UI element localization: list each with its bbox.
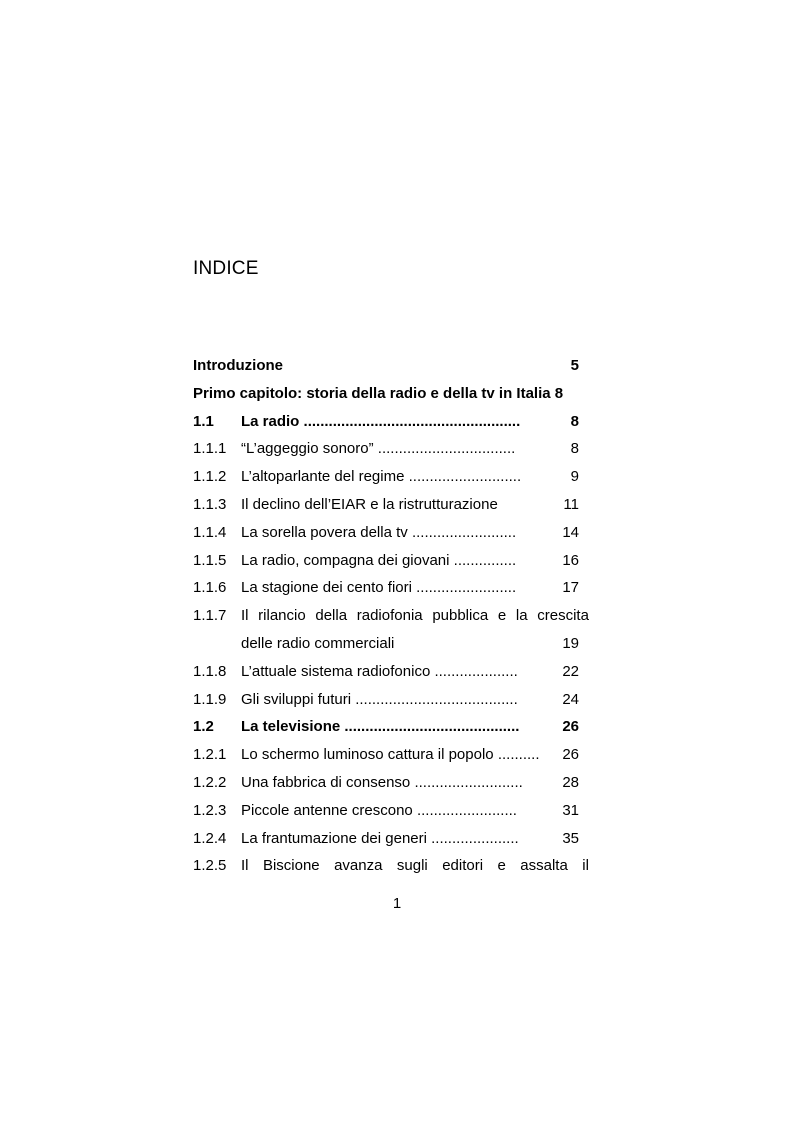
toc-entry-page: 8 [570, 412, 579, 430]
toc-entry-number: 1.2.2 [193, 773, 227, 791]
toc-entry-number: 1.1.9 [193, 690, 227, 708]
toc-entry-1-2[interactable] [193, 713, 589, 741]
toc-entry-leader-dots: ........................ [416, 579, 517, 597]
toc-entry-number: 1.2 [193, 718, 214, 736]
toc-entry-title: Il rilancio della radiofonia pubblica e la crescita [241, 607, 589, 625]
toc-entry-leader-dots: .................... [434, 662, 518, 680]
toc-entry-page: 35 [562, 829, 579, 847]
toc-entry-page: 24 [562, 690, 579, 708]
toc-entry-number: 1.1.2 [193, 468, 227, 486]
toc-entry-leader-dots: ....................................... [355, 690, 518, 708]
toc-entry-leader-dots: ........................... [408, 468, 522, 486]
toc-entry-number: 1.1.6 [193, 579, 227, 597]
toc-entry-page: 22 [562, 662, 579, 680]
toc-entry-number: 1.1.7 [193, 607, 227, 625]
toc-entry-title: Una fabbrica di consenso .......................... [241, 773, 523, 791]
toc-entry-page: 28 [562, 773, 579, 791]
toc-entry-primo-capitolo[interactable] [193, 380, 589, 408]
toc-entry-title: Introduzione [193, 357, 283, 374]
toc-entry-1-2-4[interactable] [193, 825, 589, 853]
toc-entry-1-1-7-continued[interactable] [193, 630, 589, 658]
toc-entry-page: 16 [562, 551, 579, 569]
toc-entry-page: 26 [562, 718, 579, 736]
toc-entry-1-2-2[interactable] [193, 769, 589, 797]
toc-entry-1-1-8[interactable] [193, 658, 589, 686]
toc-entry-1-1-7[interactable] [193, 602, 589, 630]
toc-entry-1-1-9[interactable] [193, 686, 589, 714]
toc-entry-leader-dots: .......... [497, 746, 540, 764]
toc-entry-title: La sorella povera della tv ......................... [241, 523, 517, 541]
toc-entry-number: 1.2.5 [193, 857, 227, 875]
toc-entry-number: 1.2.4 [193, 829, 227, 847]
toc-entry-1-1-1[interactable] [193, 435, 589, 463]
toc-entry-page: 11 [563, 495, 579, 513]
toc-entry-1-1-5[interactable] [193, 547, 589, 575]
toc-entry-page: 31 [562, 801, 579, 819]
toc-entry-1-2-5[interactable] [193, 852, 589, 880]
toc-entry-1-2-1[interactable] [193, 741, 589, 769]
toc-entry-leader-dots: ........................ [416, 801, 517, 819]
toc-entry-title: La radio, compagna dei giovani ............... [241, 551, 517, 569]
index-heading: INDICE [193, 258, 259, 279]
toc-entry-page: 5 [570, 357, 579, 374]
page-number: 1 [392, 895, 402, 912]
toc-entry-1-1-2[interactable] [193, 463, 589, 491]
toc-entry-page: 14 [562, 523, 579, 541]
toc-entry-leader-dots: .......................................... [344, 718, 520, 736]
toc-entry-title: La stagione dei cento fiori ........................ [241, 579, 517, 597]
toc-entry-1-1[interactable] [193, 408, 589, 436]
toc-entry-title: L’altoparlante del regime ........................... [241, 468, 522, 486]
toc-entry-leader-dots: ..................... [431, 829, 519, 847]
toc-entry-page: 9 [570, 468, 579, 486]
toc-entry-title: Lo schermo luminoso cattura il popolo .......... [241, 746, 540, 764]
toc-entry-number: 1.1.8 [193, 662, 227, 680]
toc-entry-number: 1.1 [193, 412, 214, 430]
toc-entry-page: 17 [562, 579, 579, 597]
toc-entry-title: Primo capitolo: storia della radio e della tv in Italia 8 [193, 384, 564, 402]
toc-entry-title: La radio .................................................... [241, 412, 521, 430]
toc-entry-number: 1.1.3 [193, 495, 227, 513]
toc-entry-leader-dots: .......................... [414, 773, 523, 791]
toc-entry-page: 19 [562, 634, 579, 652]
toc-entry-title: Piccole antenne crescono ........................ [241, 801, 517, 819]
toc-entry-1-2-3[interactable] [193, 797, 589, 825]
toc-entry-title: La televisione .......................................... [241, 718, 520, 736]
table-of-contents [193, 352, 589, 880]
toc-entry-title: Il Biscione avanza sugli editori e assalta il [241, 857, 589, 875]
toc-entry-number: 1.1.4 [193, 523, 227, 541]
toc-entry-introduzione[interactable] [193, 352, 589, 380]
toc-entry-1-1-6[interactable] [193, 574, 589, 602]
toc-entry-leader-dots: ............... [453, 551, 517, 569]
toc-entry-title: L’attuale sistema radiofonico .................... [241, 662, 518, 680]
toc-entry-number: 1.2.3 [193, 801, 227, 819]
toc-entry-1-1-3[interactable] [193, 491, 589, 519]
toc-entry-number: 1.1.5 [193, 551, 227, 569]
toc-entry-title-continued: delle radio commerciali [241, 634, 395, 652]
toc-entry-number: 1.1.1 [193, 440, 227, 458]
toc-entry-title: Il declino dell’EIAR e la ristrutturazione [241, 495, 498, 513]
toc-entry-number: 1.2.1 [193, 746, 227, 764]
toc-entry-page: 26 [562, 746, 579, 764]
toc-entry-leader-dots: ......................... [411, 523, 517, 541]
toc-entry-page: 8 [570, 440, 579, 458]
toc-entry-1-1-4[interactable] [193, 519, 589, 547]
toc-entry-title: “L’aggeggio sonoro” ................................. [241, 440, 516, 458]
toc-entry-title: Gli sviluppi futuri ....................................... [241, 690, 518, 708]
toc-entry-title: La frantumazione dei generi ..................... [241, 829, 519, 847]
toc-entry-leader-dots: ................................. [377, 440, 516, 458]
toc-entry-leader-dots: .................................................... [303, 412, 521, 430]
